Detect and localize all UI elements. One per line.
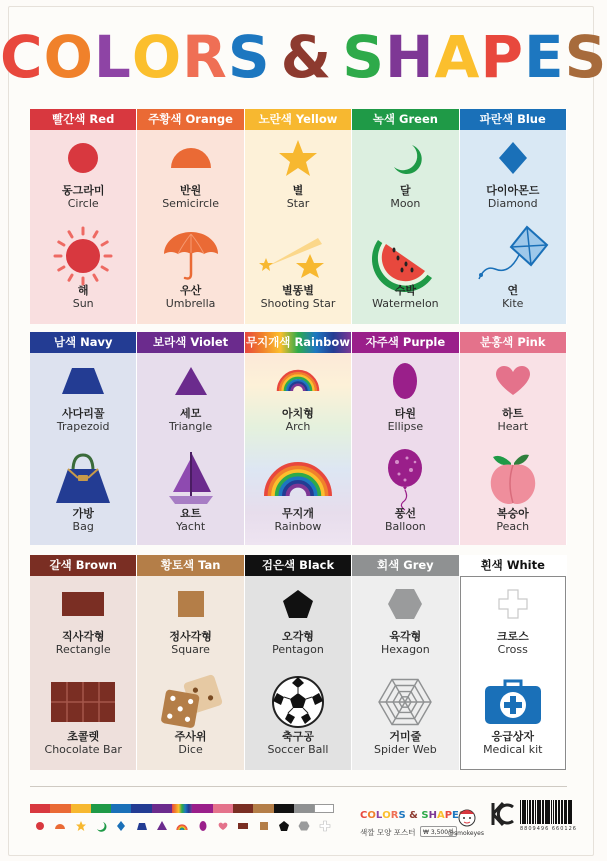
- barcode-bar: [535, 800, 536, 824]
- watermelon-icon: [352, 222, 458, 290]
- cross-icon: [460, 586, 566, 622]
- title-letter: H: [385, 23, 435, 91]
- title-letter: R: [182, 23, 228, 91]
- section-header: [352, 109, 458, 130]
- section-header-en: Black: [299, 558, 335, 572]
- section-header: [245, 109, 351, 130]
- section-header-en: Violet: [190, 335, 229, 349]
- section-header: [460, 109, 566, 130]
- shape-name-en: Cross: [497, 643, 528, 656]
- section-header-en: Rainbow: [294, 335, 350, 349]
- strip-swatch: [131, 804, 151, 813]
- section-header-ko: 갈색: [49, 558, 72, 572]
- section-header-ko: 분홍색: [479, 335, 514, 349]
- section-black: [245, 555, 352, 770]
- section-purple: [352, 332, 459, 545]
- section-header-ko: 파란색: [479, 112, 514, 126]
- poster-title: [0, 22, 607, 92]
- semicircle-icon: [137, 140, 243, 176]
- shape-name-en: Star: [286, 197, 310, 210]
- shape-name-ko: 하트: [502, 407, 524, 420]
- shape-name-en: Sun: [72, 297, 94, 310]
- shape-name-ko: 연: [507, 284, 519, 297]
- section-header-en: Grey: [403, 558, 434, 572]
- shape-name-en: Ellipse: [387, 420, 424, 433]
- footer-subtitle: 색깔 모양 포스터: [360, 828, 416, 837]
- section-header-ko: 검은색: [261, 558, 296, 572]
- section-header-en: Tan: [198, 558, 221, 572]
- shape-name-en: Square: [171, 643, 210, 656]
- barcode: [520, 800, 572, 824]
- shape-name-en: Yacht: [175, 520, 206, 533]
- section-grey: [352, 555, 459, 770]
- section-header-en: Brown: [75, 558, 117, 572]
- section-header: [245, 332, 351, 353]
- row-2: [30, 332, 567, 545]
- shape-name-ko: 세모: [179, 407, 202, 420]
- shape-name-en: Arch: [285, 420, 311, 433]
- kc-mark-icon: [489, 800, 515, 828]
- footer-logo: [360, 810, 466, 821]
- section-header-en: Navy: [80, 335, 113, 349]
- section-rainbow: [245, 332, 352, 545]
- shape-name-en: Bag: [72, 520, 94, 533]
- mini-square-icon: [254, 819, 274, 833]
- section-header-ko: 흰색: [480, 558, 503, 572]
- bag-icon: [30, 445, 136, 513]
- strip-swatch: [274, 804, 294, 813]
- shape-name-en: Medical kit: [483, 743, 543, 756]
- strip-swatch: [111, 804, 131, 813]
- title-letter: P: [480, 23, 524, 91]
- title-letter: O: [43, 23, 94, 91]
- title-letter: S: [564, 23, 607, 91]
- shape-name-ko: 사다리꼴: [61, 407, 105, 420]
- barcode-bar: [520, 800, 521, 824]
- shape-name-en: Moon: [390, 197, 421, 210]
- color-strip: [30, 804, 334, 813]
- soccer-ball-icon: [245, 668, 351, 736]
- mini-heart-icon: [213, 819, 233, 833]
- chocolate-bar-icon: [30, 668, 136, 736]
- shape-name-ko: 응급상자: [491, 730, 535, 743]
- title-letter: L: [93, 23, 132, 91]
- barcode-bar: [549, 800, 550, 824]
- mini-circle-icon: [30, 819, 50, 833]
- shape-name-ko: 축구공: [282, 730, 314, 743]
- section-header-ko: 주황색: [148, 112, 182, 126]
- shape-name-ko: 거미줄: [389, 730, 422, 743]
- yacht-icon: [137, 445, 243, 513]
- row-3: [30, 555, 567, 770]
- section-violet: [137, 332, 244, 545]
- section-header: [352, 332, 458, 353]
- shape-name-en: Rainbow: [274, 520, 322, 533]
- section-header-ko: 회색: [377, 558, 400, 572]
- section-header-en: Red: [89, 112, 115, 126]
- barcode-number: 8809496 660126: [520, 826, 577, 832]
- peach-icon: [460, 445, 566, 513]
- section-blue: [460, 109, 567, 324]
- strip-swatch: [314, 804, 334, 813]
- mini-arch-icon: [172, 819, 192, 833]
- shape-name-ko: 초콜렛: [67, 730, 100, 743]
- section-yellow: [245, 109, 352, 324]
- section-header-en: Purple: [402, 335, 446, 349]
- section-header-ko: 녹색: [372, 112, 396, 126]
- section-header-ko: 보라색: [153, 335, 187, 349]
- mini-shapes-row: [30, 819, 335, 833]
- shape-name-en: Peach: [496, 520, 530, 533]
- barcode-bar: [540, 800, 541, 824]
- heart-icon: [460, 363, 566, 399]
- dice-icon: [137, 668, 243, 736]
- footer-divider: [30, 786, 567, 787]
- barcode-bar: [555, 800, 556, 824]
- section-header-en: Orange: [185, 112, 233, 126]
- barcode-bar: [530, 800, 531, 824]
- shape-name-ko: 풍선: [394, 507, 416, 520]
- strip-swatch: [30, 804, 50, 813]
- mini-star-icon: [71, 819, 91, 833]
- mini-moon-icon: [91, 819, 111, 833]
- shape-name-ko: 타원: [394, 407, 416, 420]
- shape-name-ko: 무지개: [282, 507, 314, 520]
- strip-swatch: [152, 804, 172, 813]
- shape-name-ko: 우산: [179, 284, 202, 297]
- shape-name-en: Pentagon: [272, 643, 324, 656]
- sun-icon: [30, 222, 136, 290]
- shape-name-ko: 해: [77, 284, 89, 297]
- title-letter: E: [523, 23, 565, 91]
- shape-name-en: Heart: [497, 420, 529, 433]
- shape-name-ko: 복숭아: [496, 507, 529, 520]
- section-header: [460, 332, 566, 353]
- section-header: [245, 555, 351, 576]
- footer-handle: @smokeyes: [448, 830, 484, 837]
- mini-cross-icon: [315, 819, 335, 833]
- shape-name-ko: 별똥별: [282, 284, 314, 297]
- barcode-bar: [545, 800, 546, 824]
- shape-name-en: Umbrella: [165, 297, 216, 310]
- shape-name-ko: 수박: [394, 284, 416, 297]
- section-tan: [137, 555, 244, 770]
- section-header-ko: 남색: [53, 335, 77, 349]
- star-icon: [245, 140, 351, 176]
- section-header-ko: 빨간색: [52, 112, 86, 126]
- shape-name-ko: 크로스: [496, 630, 529, 643]
- umbrella-icon: [137, 222, 243, 290]
- strip-swatch: [233, 804, 253, 813]
- shape-name-en: Shooting Star: [260, 297, 336, 310]
- section-navy: [30, 332, 137, 545]
- shape-name-en: Diamond: [487, 197, 538, 210]
- shape-name-en: Watermelon: [372, 297, 439, 310]
- section-header: [30, 332, 136, 353]
- section-header: [137, 109, 243, 130]
- row-1: [30, 109, 567, 324]
- shape-name-en: Trapezoid: [56, 420, 110, 433]
- moon-icon: [352, 140, 458, 176]
- section-red: [30, 109, 137, 324]
- barcode-bar: [559, 800, 560, 824]
- shape-name-ko: 주사위: [174, 730, 207, 743]
- section-header-ko: 노란색: [258, 112, 292, 126]
- section-header: [137, 555, 243, 576]
- section-green: [352, 109, 459, 324]
- shape-name-ko: 직사각형: [61, 630, 105, 643]
- balloon-icon: [352, 445, 458, 513]
- barcode-bar: [569, 800, 570, 824]
- strip-swatch: [192, 804, 212, 813]
- mini-hexagon-icon: [294, 819, 314, 833]
- mascot-icon: [454, 804, 480, 830]
- section-orange: [137, 109, 244, 324]
- ellipse-icon: [352, 363, 458, 399]
- shape-name-ko: 달: [400, 184, 411, 197]
- rainbow-icon: [245, 445, 351, 513]
- shape-name-en: Hexagon: [380, 643, 430, 656]
- shape-name-ko: 동그라미: [61, 184, 105, 197]
- mini-pentagon-icon: [274, 819, 294, 833]
- shape-name-en: Circle: [67, 197, 99, 210]
- mini-ellipse-icon: [193, 819, 213, 833]
- rectangle-icon: [30, 586, 136, 622]
- title-letter: &: [280, 23, 333, 91]
- shape-name-en: Triangle: [168, 420, 213, 433]
- mini-triangle-icon: [152, 819, 172, 833]
- pentagon-icon: [245, 586, 351, 622]
- section-header: [30, 109, 136, 130]
- title-letter: O: [131, 23, 183, 91]
- shape-name-ko: 아치형: [282, 407, 314, 420]
- strip-swatch: [172, 804, 192, 813]
- shape-name-en: Dice: [178, 743, 203, 756]
- shape-name-ko: 다이아몬드: [486, 184, 540, 197]
- strip-swatch: [50, 804, 70, 813]
- shape-name-ko: 육각형: [389, 630, 422, 643]
- shape-name-en: Spider Web: [373, 743, 437, 756]
- shape-name-ko: 요트: [179, 507, 202, 520]
- title-letter: S: [342, 23, 385, 91]
- shape-name-ko: 정사각형: [169, 630, 212, 643]
- strip-swatch: [253, 804, 273, 813]
- spider-web-icon: [352, 668, 458, 736]
- mini-rectangle-icon: [233, 819, 253, 833]
- section-header: [30, 555, 136, 576]
- shape-name-ko: 별: [292, 184, 304, 197]
- trapezoid-icon: [30, 363, 136, 399]
- mini-diamond-icon: [111, 819, 131, 833]
- section-header-ko: 무지개색: [245, 335, 291, 349]
- section-header: [137, 332, 243, 353]
- shape-name-ko: 가방: [72, 507, 94, 520]
- shooting-star-icon: [245, 222, 351, 290]
- title-letter: [332, 22, 342, 92]
- circle-icon: [30, 140, 136, 176]
- section-pink: [460, 332, 567, 545]
- shape-name-ko: 오각형: [282, 630, 314, 643]
- section-header-en: Yellow: [295, 112, 338, 126]
- mini-trapezoid-icon: [132, 819, 152, 833]
- shape-name-en: Balloon: [384, 520, 426, 533]
- hexagon-icon: [352, 586, 458, 622]
- square-icon: [137, 586, 243, 622]
- title-letter: A: [434, 23, 481, 91]
- diamond-icon: [460, 140, 566, 176]
- barcode-bar: [564, 800, 565, 824]
- shape-name-en: Kite: [502, 297, 524, 310]
- strip-swatch: [71, 804, 91, 813]
- section-header-en: Pink: [517, 335, 546, 349]
- section-brown: [30, 555, 137, 770]
- title-letter: S: [227, 23, 271, 91]
- strip-swatch: [294, 804, 314, 813]
- section-white: [460, 555, 567, 770]
- barcode-bar: [570, 800, 571, 824]
- footer-logo-text: COLORS & SHAPE: [360, 810, 459, 821]
- title-letter: C: [0, 23, 44, 91]
- section-header-en: White: [506, 558, 545, 572]
- arch-icon: [245, 363, 351, 399]
- section-header: [460, 555, 566, 577]
- strip-swatch: [91, 804, 111, 813]
- title-letter: [271, 22, 281, 92]
- shape-name-en: Chocolate Bar: [44, 743, 122, 756]
- barcode-bar: [524, 800, 525, 824]
- price-label: ₩ 3,500원: [420, 826, 457, 837]
- medical-kit-icon: [460, 668, 566, 736]
- shape-name-en: Rectangle: [55, 643, 111, 656]
- section-header-ko: 황토색: [160, 558, 195, 572]
- section-header-en: Blue: [517, 112, 546, 126]
- triangle-icon: [137, 363, 243, 399]
- section-header-ko: 자주색: [365, 335, 399, 349]
- mini-semicircle-icon: [50, 819, 70, 833]
- shape-name-en: Soccer Ball: [267, 743, 329, 756]
- shape-name-ko: 반원: [179, 184, 202, 197]
- strip-swatch: [213, 804, 233, 813]
- kite-icon: [460, 222, 566, 290]
- section-header: [352, 555, 458, 576]
- shape-name-en: Semicircle: [162, 197, 219, 210]
- section-header-en: Green: [399, 112, 438, 126]
